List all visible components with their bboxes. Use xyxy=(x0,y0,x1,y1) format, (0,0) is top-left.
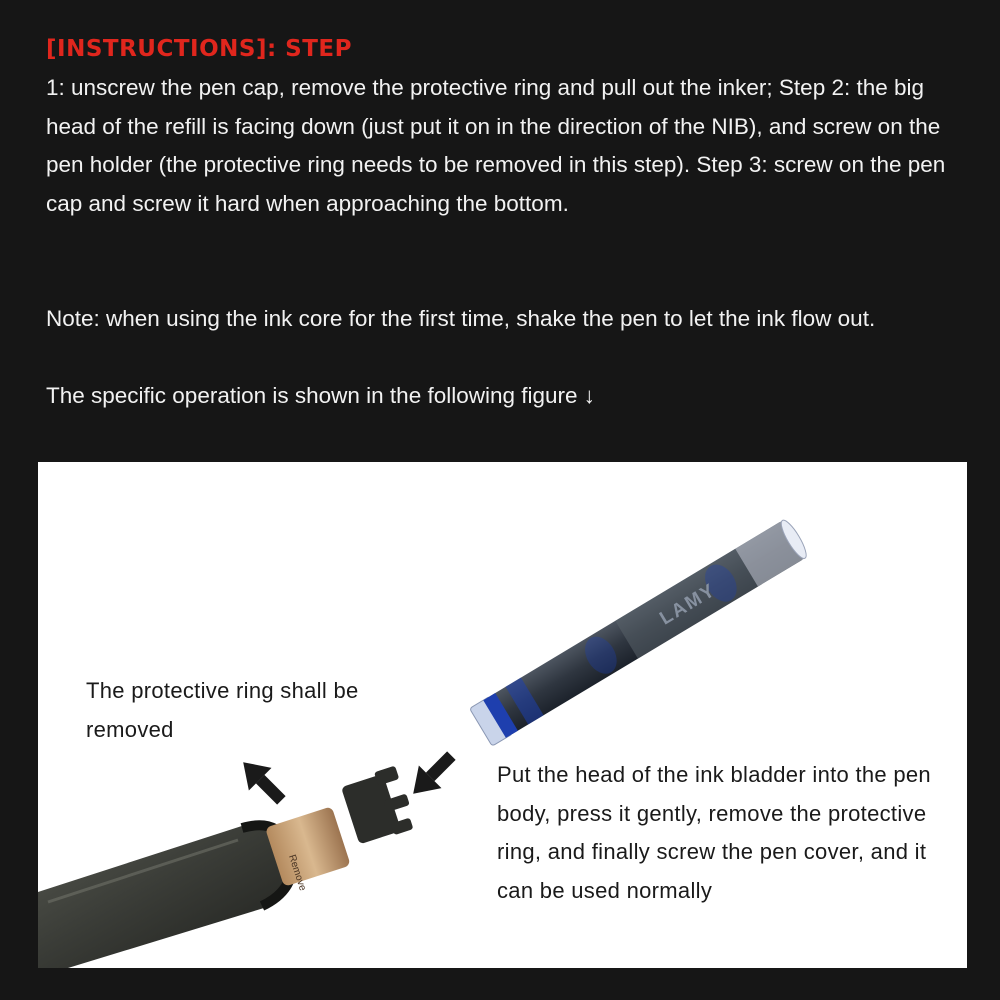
instructions-heading: [INSTRUCTIONS]: STEP xyxy=(46,36,352,62)
cartridge-brand-text: LAMY xyxy=(656,579,721,630)
bladder-caption: Put the head of the ink bladder into the pen body, press it gently, remove the protective ring, and finally screw the pen cover, and it can be used normally xyxy=(497,762,931,903)
pen-body xyxy=(38,823,296,968)
figure-pointer-text: The specific operation is shown in the following figure ↓ xyxy=(46,383,596,408)
note-text: Note: when using the ink core for the first time, shake the pen to let the ink flow out. xyxy=(46,306,876,331)
arrow-down-left-icon xyxy=(402,744,463,805)
steps-text: 1: unscrew the pen cap, remove the protective ring and pull out the inker; Step 2: the big head of the refill is facing down (just put it on in the direction of the NIB), and screw on the pen holder (the protective ring needs to be removed in this step). Step 3: screw on the pen cap and screw it hard when approaching the bottom. xyxy=(46,75,946,216)
ring-caption: The protective ring shall be removed xyxy=(86,678,359,742)
figure-panel xyxy=(38,462,967,968)
arrow-up-left-icon xyxy=(232,751,293,812)
ink-cartridge xyxy=(470,517,811,746)
nib-connector xyxy=(340,765,417,846)
ring-label-text: Remove xyxy=(285,853,308,893)
